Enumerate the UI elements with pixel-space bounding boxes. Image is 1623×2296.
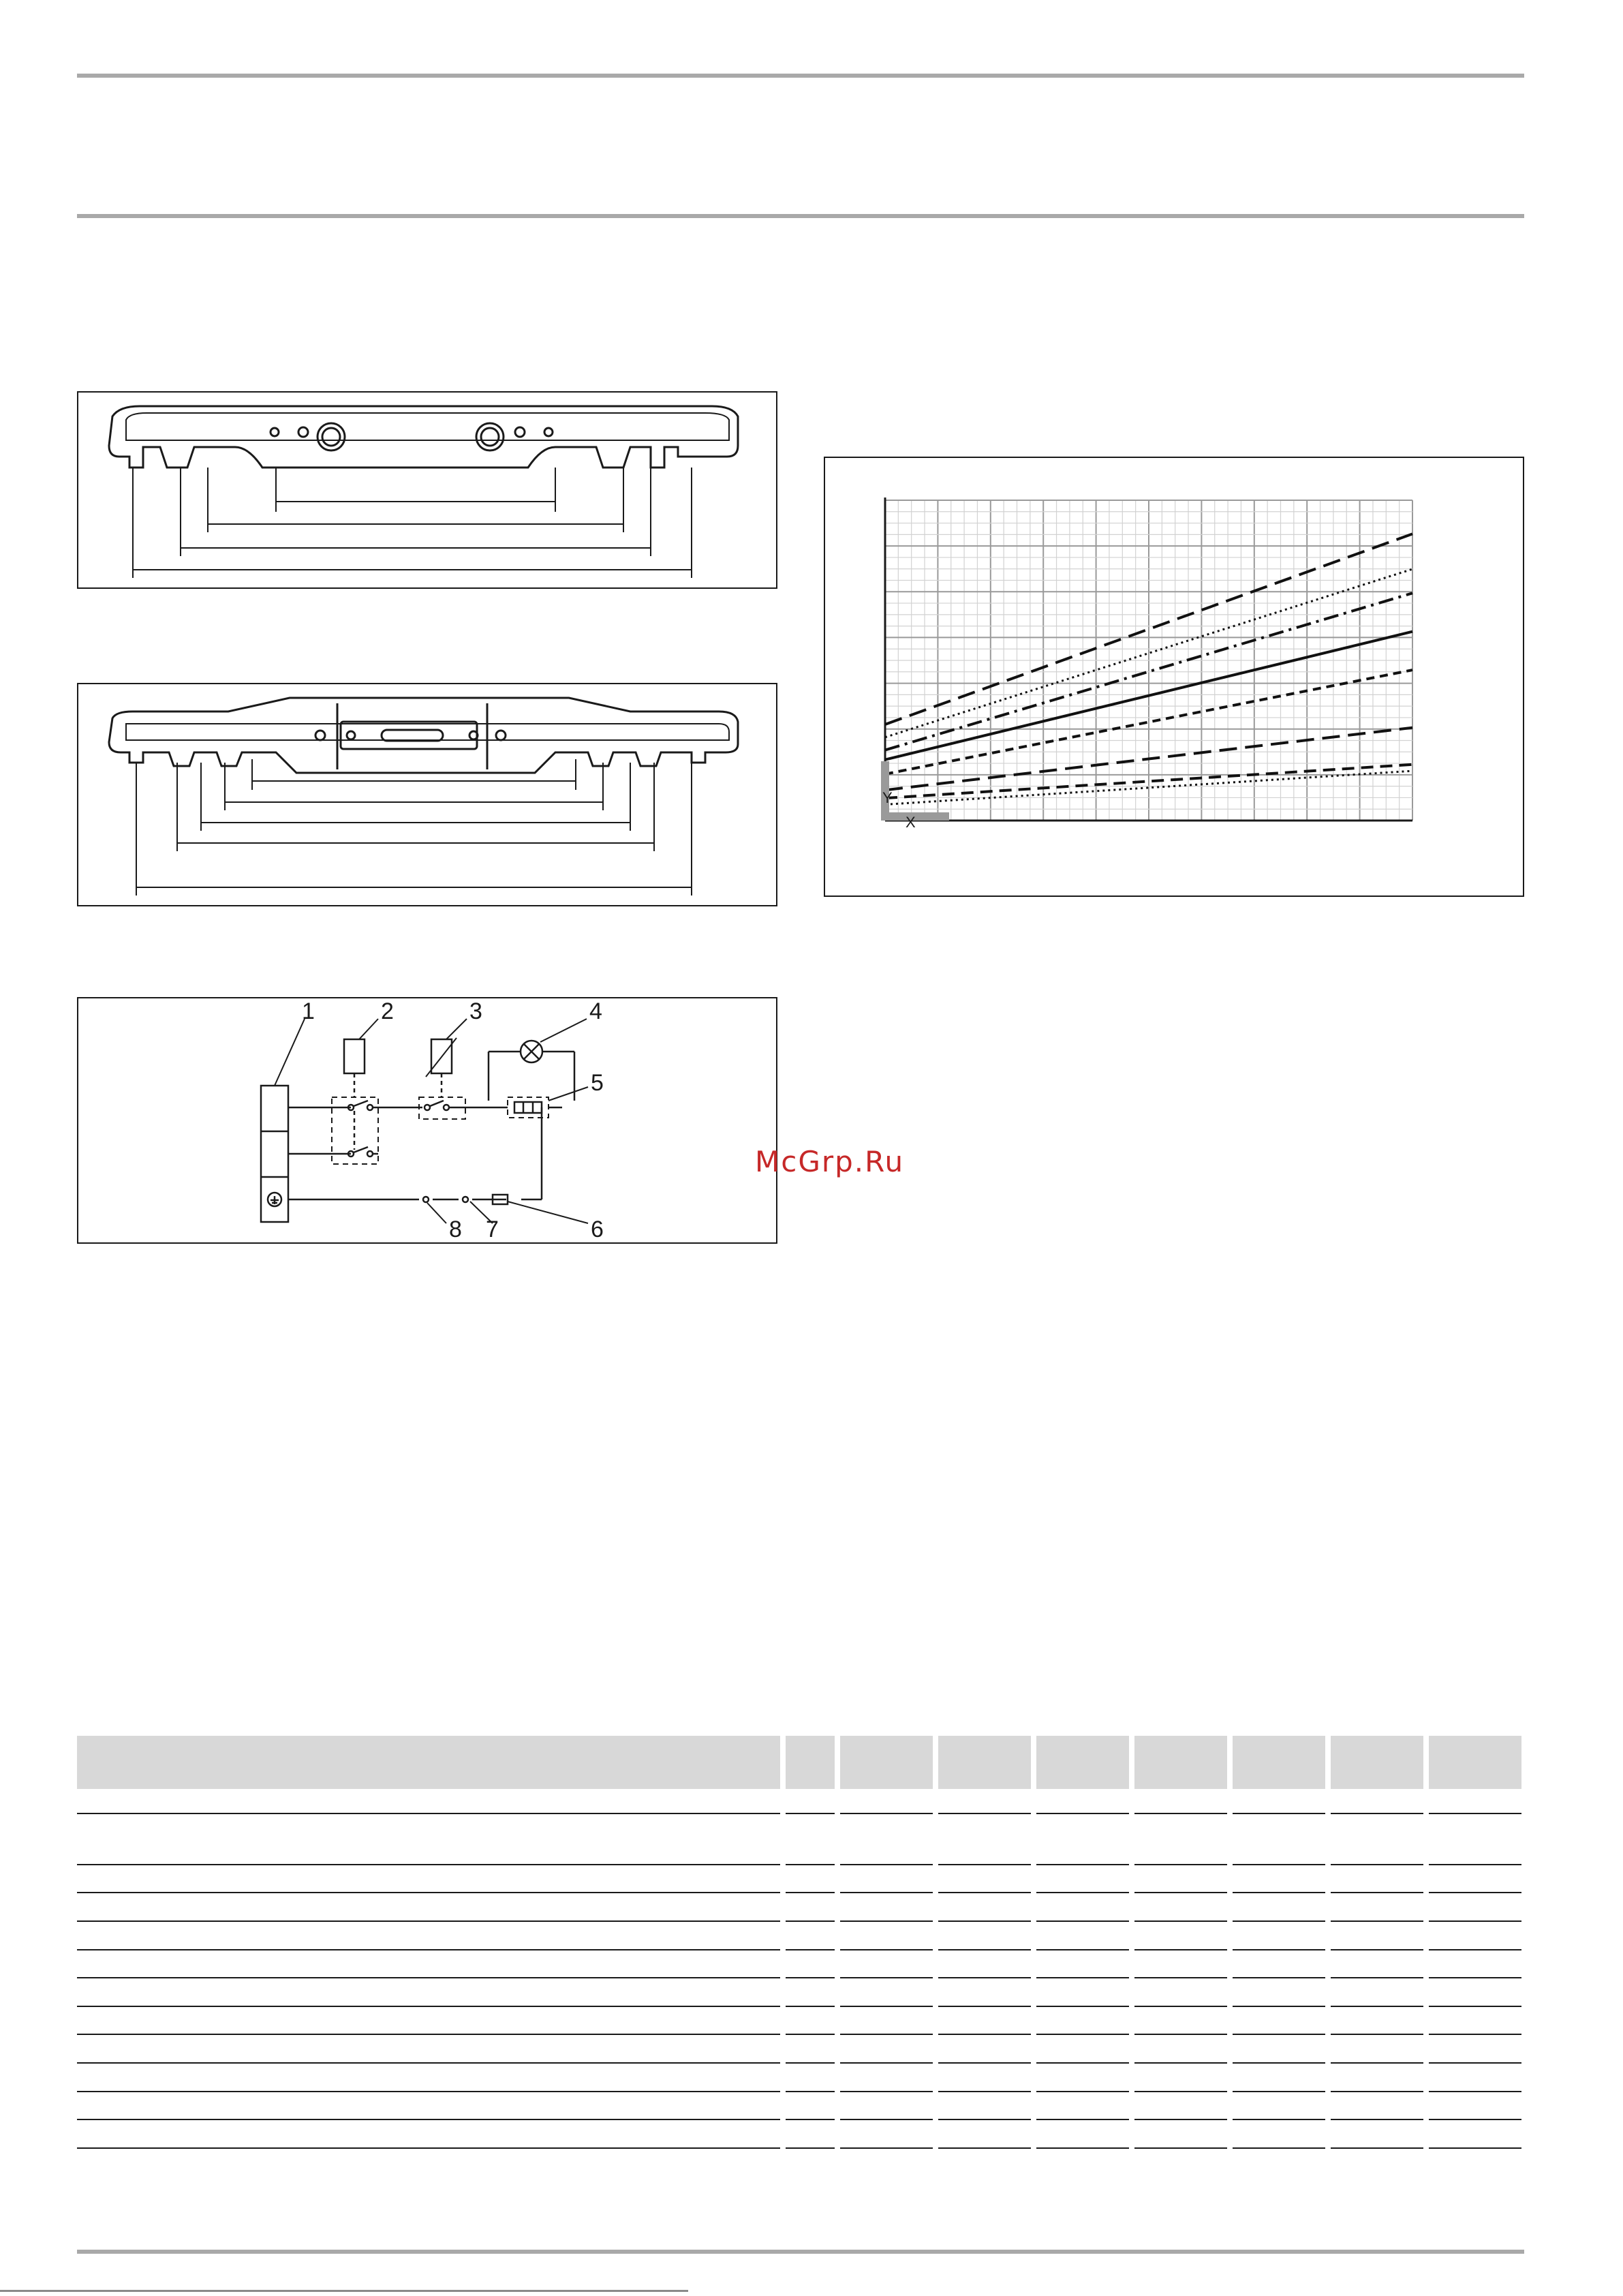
table-row-rule <box>1429 1892 1521 1893</box>
table-row-rule <box>1036 1977 1129 1978</box>
table-header-cell <box>1036 1736 1129 1789</box>
table-row-rule <box>1429 2062 1521 2064</box>
table-row-rule <box>77 1813 780 1814</box>
table-row-rule <box>1429 1949 1521 1950</box>
table-row-rule <box>1134 2119 1227 2120</box>
table-row-rule <box>786 1920 835 1922</box>
table-row-rule <box>786 2034 835 2035</box>
table-row-rule <box>1331 2062 1423 2064</box>
table-row-rule <box>1429 2147 1521 2149</box>
table-row-rule <box>840 1977 933 1978</box>
table-row-rule <box>1134 1949 1227 1950</box>
table-header-cell <box>1134 1736 1227 1789</box>
table-row-rule <box>77 1977 780 1978</box>
table-row-rule <box>1134 2091 1227 2092</box>
header-rule-bottom <box>77 214 1524 218</box>
callout-2: 2 <box>381 998 394 1024</box>
table-row-rule <box>77 1864 780 1865</box>
watermark: McGrp.Ru <box>755 1145 905 1178</box>
table-row-rule <box>1233 2091 1325 2092</box>
table-row-rule <box>77 2062 780 2064</box>
table-row-rule <box>1036 2034 1129 2035</box>
table-row-rule <box>786 2062 835 2064</box>
table-row-rule <box>786 2006 835 2007</box>
table-header-cell <box>77 1736 780 1789</box>
table-row-rule <box>1331 1977 1423 1978</box>
table-row-rule <box>938 2147 1031 2149</box>
table-row-rule <box>1036 1920 1129 1922</box>
table-row-rule <box>938 1920 1031 1922</box>
table-row-rule <box>1233 2034 1325 2035</box>
table-row-rule <box>786 2091 835 2092</box>
bracket-drawing-2 <box>77 683 777 906</box>
table-row-rule <box>1331 1813 1423 1814</box>
table-row-rule <box>1429 1977 1521 1978</box>
table-row-rule <box>1233 1864 1325 1865</box>
table-row-rule <box>938 1892 1031 1893</box>
table-row-rule <box>77 1949 780 1950</box>
table-row-rule <box>1134 2147 1227 2149</box>
table-row-rule <box>938 1864 1031 1865</box>
table-row-rule <box>1233 1892 1325 1893</box>
table-row-rule <box>938 2034 1031 2035</box>
table-row-rule <box>840 1864 933 1865</box>
table-row-rule <box>1429 1813 1521 1814</box>
callout-8: 8 <box>449 1216 462 1242</box>
table-row-rule <box>1233 1949 1325 1950</box>
table-row-rule <box>1429 1920 1521 1922</box>
table-row-rule <box>1331 2034 1423 2035</box>
table-row-rule <box>77 2006 780 2007</box>
table-row-rule <box>1331 1892 1423 1893</box>
table-row-rule <box>1036 2062 1129 2064</box>
table-row-rule <box>1036 2147 1129 2149</box>
table-row-rule <box>1134 1977 1227 1978</box>
callout-6: 6 <box>591 1216 604 1242</box>
chart-svg <box>825 458 1526 898</box>
table-row-rule <box>840 1920 933 1922</box>
table-row-rule <box>1429 2006 1521 2007</box>
table-row-rule <box>1331 2147 1423 2149</box>
table-row-rule <box>1331 1920 1423 1922</box>
table-row-rule <box>77 1892 780 1893</box>
table-row-rule <box>840 2034 933 2035</box>
table-row-rule <box>840 2119 933 2120</box>
table-row-rule <box>77 1920 780 1922</box>
table-row-rule <box>1331 2091 1423 2092</box>
table-row-rule <box>786 2147 835 2149</box>
table-row-rule <box>786 1949 835 1950</box>
table-header-cell <box>938 1736 1031 1789</box>
table-row-rule <box>840 2062 933 2064</box>
table-header-cell <box>1233 1736 1325 1789</box>
table-row-rule <box>1233 2147 1325 2149</box>
table-row-rule <box>1134 2062 1227 2064</box>
table-row-rule <box>1331 2119 1423 2120</box>
table-row-rule <box>1036 1813 1129 1814</box>
table-row-rule <box>1233 2062 1325 2064</box>
table-row-rule <box>786 2119 835 2120</box>
table-header-cell <box>1331 1736 1423 1789</box>
table-row-rule <box>840 2147 933 2149</box>
header-rule-top <box>77 74 1524 78</box>
table-row-rule <box>938 2062 1031 2064</box>
table-row-rule <box>1331 1864 1423 1865</box>
table-row-rule <box>1429 1864 1521 1865</box>
callout-7: 7 <box>486 1216 499 1242</box>
table-row-rule <box>1134 1813 1227 1814</box>
callout-4: 4 <box>589 998 602 1024</box>
table-row-rule <box>1233 2006 1325 2007</box>
table-row-rule <box>938 2091 1031 2092</box>
table-row-rule <box>1036 2119 1129 2120</box>
table-header-cell <box>1429 1736 1521 1789</box>
table-row-rule <box>1233 2119 1325 2120</box>
table-row-rule <box>1134 1892 1227 1893</box>
table-row-rule <box>77 2147 780 2149</box>
table-row-rule <box>1331 2006 1423 2007</box>
table-row-rule <box>840 2006 933 2007</box>
table-row-rule <box>1429 2034 1521 2035</box>
table-row-rule <box>1233 1977 1325 1978</box>
table-row-rule <box>1134 2034 1227 2035</box>
table-row-rule <box>938 1813 1031 1814</box>
table-row-rule <box>938 1977 1031 1978</box>
table-row-rule <box>840 1892 933 1893</box>
footer-thin-rule <box>0 2290 688 2292</box>
table-row-rule <box>1331 1949 1423 1950</box>
wiring-diagram <box>77 997 777 1244</box>
callout-5: 5 <box>591 1070 604 1096</box>
footer-rule <box>77 2250 1524 2254</box>
table-row-rule <box>786 1813 835 1814</box>
callout-3: 3 <box>469 998 482 1024</box>
table-row-rule <box>840 2091 933 2092</box>
table-row-rule <box>1134 1864 1227 1865</box>
table-header-cell <box>786 1736 835 1789</box>
table-row-rule <box>786 1864 835 1865</box>
table-header-cell <box>840 1736 933 1789</box>
table-row-rule <box>77 2034 780 2035</box>
table-row-rule <box>938 1949 1031 1950</box>
table-row-rule <box>1036 1864 1129 1865</box>
table-row-rule <box>1134 2006 1227 2007</box>
table-row-rule <box>1036 1949 1129 1950</box>
table-row-rule <box>77 2119 780 2120</box>
table-row-rule <box>1036 1892 1129 1893</box>
table-row-rule <box>1429 2119 1521 2120</box>
table-row-rule <box>786 1892 835 1893</box>
table-row-rule <box>77 2091 780 2092</box>
table-row-rule <box>840 1949 933 1950</box>
table-row-rule <box>1134 1920 1227 1922</box>
table-row-rule <box>786 1977 835 1978</box>
x-axis-label: X <box>906 814 916 831</box>
table-row-rule <box>1429 2091 1521 2092</box>
table-row-rule <box>938 2119 1031 2120</box>
table-row-rule <box>1036 2091 1129 2092</box>
table-row-rule <box>938 2006 1031 2007</box>
bracket-drawing-1 <box>77 391 777 589</box>
y-axis-label: Y <box>882 789 893 806</box>
callout-1: 1 <box>302 998 315 1024</box>
table-row-rule <box>1233 1813 1325 1814</box>
table-row-rule <box>840 1813 933 1814</box>
table-row-rule <box>1233 1920 1325 1922</box>
performance-chart <box>824 457 1524 897</box>
table-row-rule <box>1036 2006 1129 2007</box>
